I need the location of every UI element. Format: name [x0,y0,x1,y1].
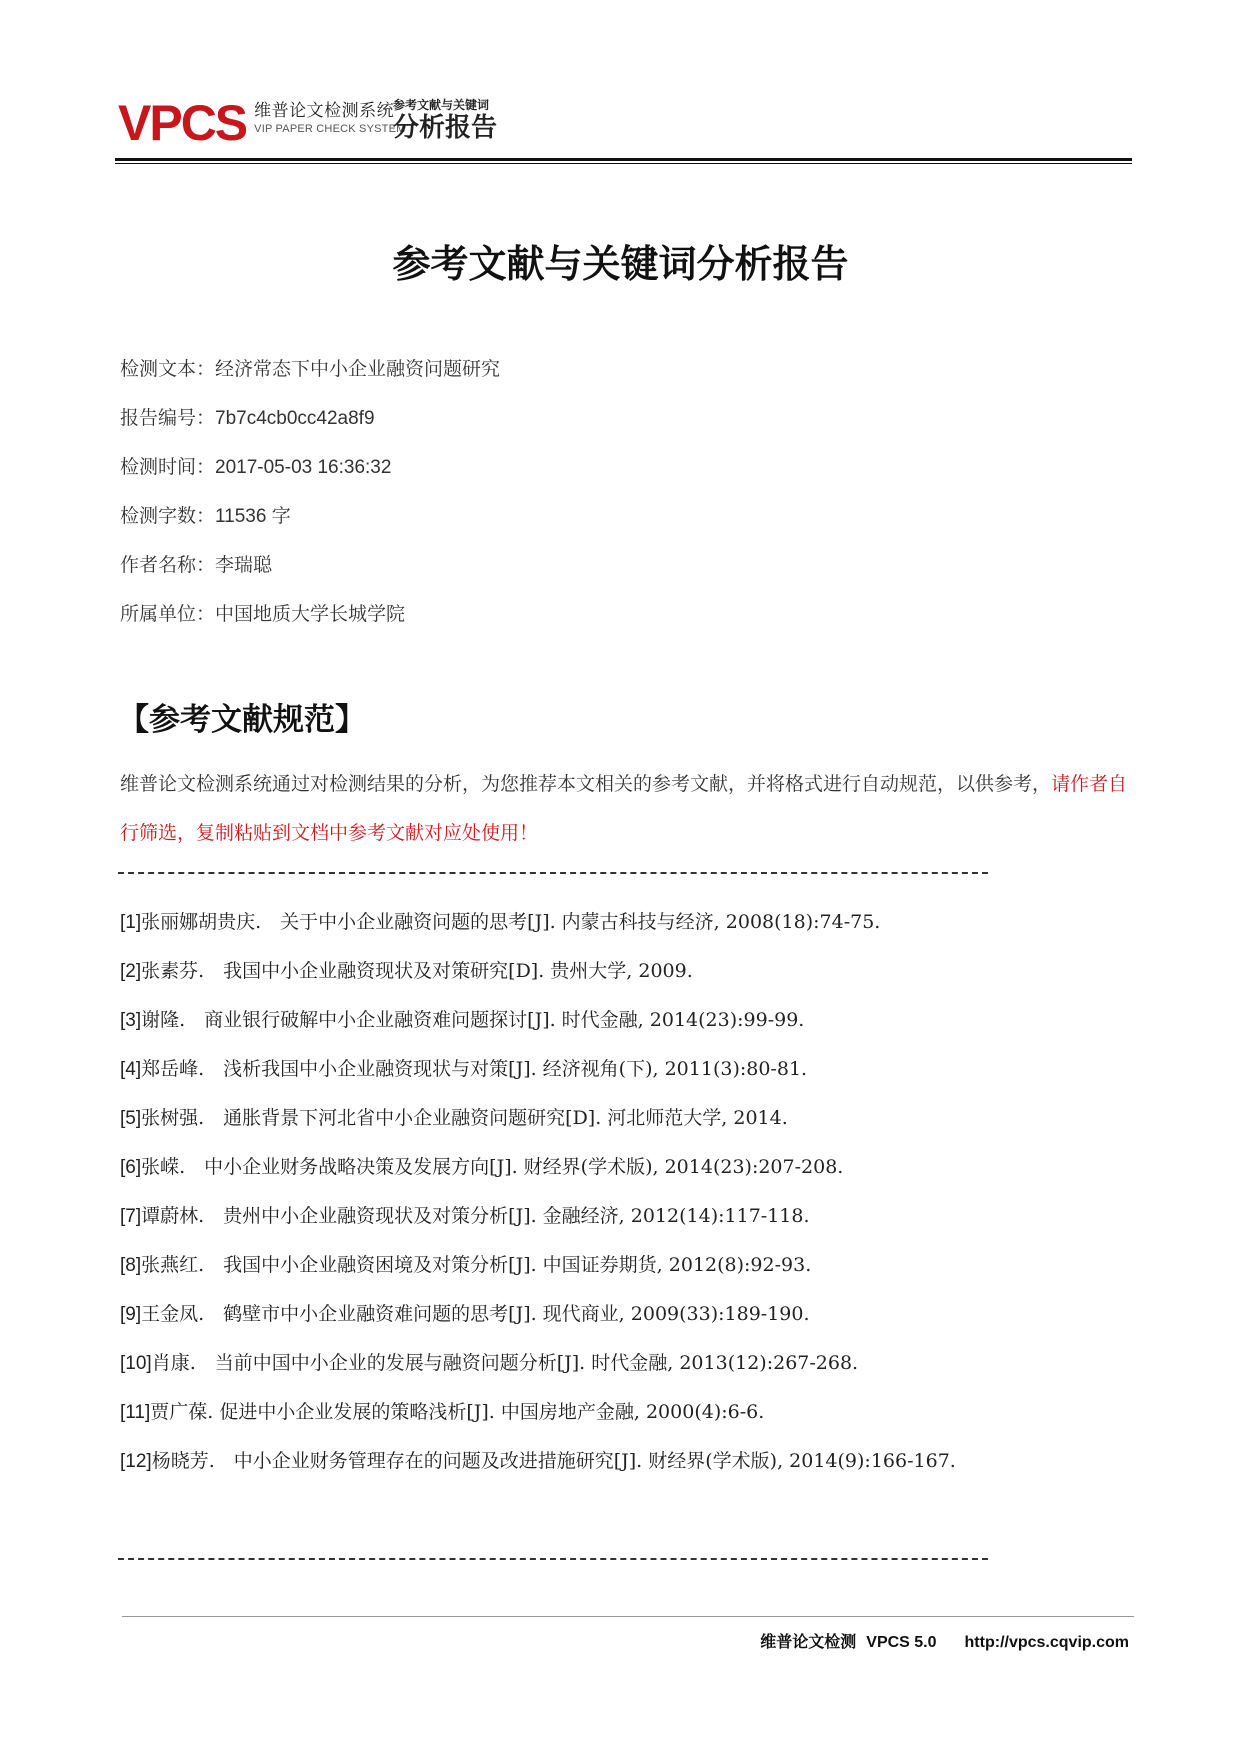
meta-label: 作者名称： [120,554,216,576]
reference-number: [11] [120,1402,151,1423]
logo-mark: VPCS [118,95,247,151]
intro-text: 维普论文检测系统通过对检测结果的分析，为您推荐本文相关的参考文献，并将格式进行自动规范，以供参考， [120,773,1052,795]
vpcs-logo [118,95,406,151]
report-type-subtitle: 参考文献与关键词 [393,98,490,112]
reference-number: [7] [120,1206,142,1227]
reference-number: [12] [120,1451,152,1472]
report-type-tag [393,98,497,143]
meta-check-time [120,452,500,501]
reference-item [120,1445,956,1494]
footer-url-link[interactable]: http://vpcs.cqvip.com [964,1634,1129,1651]
reference-item [120,1249,956,1298]
meta-affiliation [120,599,500,648]
reference-number: [3] [120,1010,142,1031]
reference-number: [2] [120,961,142,982]
meta-author [120,550,500,599]
reference-item [120,906,956,955]
reference-number: [9] [120,1304,142,1325]
reference-item [120,1053,956,1102]
meta-label: 检测文本： [120,358,216,380]
reference-item [120,1298,956,1347]
section-title-references: 【参考文献规范】 [118,702,366,738]
dashed-separator-bottom [118,1558,988,1560]
report-header [118,90,1133,152]
reference-item [120,1151,956,1200]
header-divider [115,158,1132,161]
intro-warning: 请作者自行筛选，复制粘贴到文档中参考文献对应处使用！ [120,773,1128,844]
reference-text: 张树强. 通胀背景下河北省中小企业融资问题研究[D]. 河北师范大学, 2014. [141,1107,788,1129]
footer-divider [122,1616,1134,1617]
reference-item [120,1347,956,1396]
reference-text: 张丽娜胡贵庆. 关于中小企业融资问题的思考[J]. 内蒙古科技与经济, 2008(18):74-75. [141,911,881,933]
meta-label: 所属单位： [120,603,216,625]
reference-text: 郑岳峰. 浅析我国中小企业融资现状与对策[J]. 经济视角(下), 2011(3):80-81. [141,1058,808,1080]
reference-number: [8] [120,1255,142,1276]
reference-text: 张素芬. 我国中小企业融资现状及对策研究[D]. 贵州大学, 2009. [141,960,693,982]
document-title: 参考文献与关键词分析报告 [392,241,849,286]
report-metadata [120,354,500,648]
logo-text [254,100,405,136]
references-intro [120,760,1132,858]
meta-value: 7b7c4cb0cc42a8f9 [215,408,375,429]
reference-text: 王金凤. 鹤壁市中小企业融资难问题的思考[J]. 现代商业, 2009(33):189-190. [141,1303,810,1325]
footer-version: VPCS 5.0 [866,1634,937,1651]
dashed-separator-top [118,872,988,874]
meta-detected-text [120,354,500,403]
meta-value: 中国地质大学长城学院 [215,603,406,625]
meta-report-id [120,403,500,452]
reference-number: [6] [120,1157,142,1178]
logo-english-name: VIP PAPER CHECK SYSTEM [254,123,406,135]
meta-value: 经济常态下中小企业融资问题研究 [215,358,501,380]
header-divider-thin [115,163,1132,164]
reference-item [120,1004,956,1053]
reference-text: 贾广葆. 促进中小企业发展的策略浅析[J]. 中国房地产金融, 2000(4):6-6. [150,1401,765,1423]
reference-number: [1] [120,912,142,933]
meta-value: 11536 字 [215,506,291,527]
reference-number: [10] [120,1353,152,1374]
reference-text: 张嵘. 中小企业财务战略决策及发展方向[J]. 财经界(学术版), 2014(23):207-208. [141,1156,844,1178]
reference-item [120,1200,956,1249]
footer-product-name: 维普论文检测 [760,1632,857,1651]
page-footer [760,1630,1129,1655]
meta-label: 检测字数： [120,505,216,527]
reference-number: [5] [120,1108,142,1129]
reference-item [120,1396,956,1445]
reference-text: 张燕红. 我国中小企业融资困境及对策分析[J]. 中国证券期货, 2012(8):92-93. [141,1254,812,1276]
meta-value: 2017-05-03 16:36:32 [215,457,392,478]
reference-number: [4] [120,1059,142,1080]
reference-list [120,906,956,1494]
meta-label: 报告编号： [120,407,216,429]
meta-word-count [120,501,500,550]
meta-label: 检测时间： [120,456,216,478]
reference-item [120,1102,956,1151]
reference-item [120,955,956,1004]
reference-text: 谢隆. 商业银行破解中小企业融资难问题探讨[J]. 时代金融, 2014(23):99-99. [141,1009,805,1031]
report-type-title: 分析报告 [393,113,498,143]
meta-value: 李瑞聪 [215,554,273,576]
reference-text: 肖康. 当前中国中小企业的发展与融资问题分析[J]. 时代金融, 2013(12):267-268. [151,1352,859,1374]
logo-chinese-name: 维普论文检测系统 [254,101,395,121]
reference-text: 杨晓芳. 中小企业财务管理存在的问题及改进措施研究[J]. 财经界(学术版), 2014(9):166-167. [151,1450,956,1472]
reference-text: 谭蔚林. 贵州中小企业融资现状及对策分析[J]. 金融经济, 2012(14):117-118. [141,1205,810,1227]
